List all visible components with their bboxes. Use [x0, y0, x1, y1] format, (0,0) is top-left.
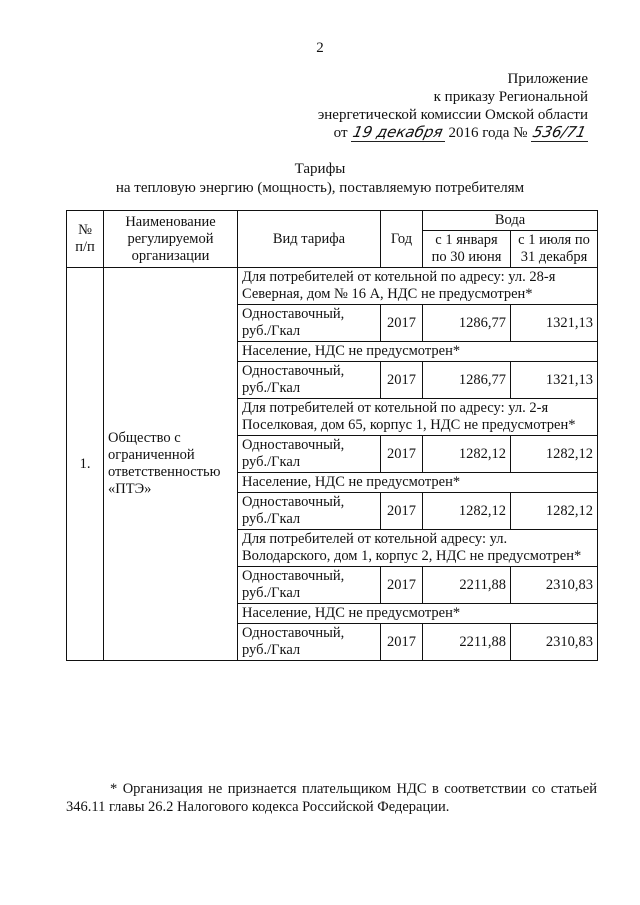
tariff-value-h1: 1282,12 — [423, 493, 511, 530]
date-prefix: от — [333, 125, 348, 141]
tariff-type: Одноставочный, руб./Гкал — [238, 567, 381, 604]
handwritten-date: 19 декабря — [351, 123, 445, 141]
header-period-2: с 1 июля по 31 декабря — [511, 231, 598, 268]
header-period-1: с 1 января по 30 июня — [423, 231, 511, 268]
header-year: Год — [381, 211, 423, 268]
table-row — [67, 268, 598, 305]
footnote: * Организация не признается плательщиком НДС в соответствии со статьей 346.11 главы 26.2 Налогового кодекса Российской Федерации. — [66, 781, 597, 815]
tariff-value-h2: 2310,83 — [511, 567, 598, 604]
appendix-header — [318, 70, 588, 142]
appendix-line-3: энергетической комиссии Омской области — [317, 107, 588, 123]
tariff-value-h2: 1282,12 — [511, 493, 598, 530]
tariff-table — [66, 210, 598, 661]
tariff-type: Одноставочный, руб./Гкал — [238, 493, 381, 530]
header-organization: Наименование регулируемой организации — [104, 211, 238, 268]
section-label: Население, НДС не предусмотрен* — [238, 473, 598, 493]
number-blank — [531, 125, 588, 142]
tariff-value-h1: 2211,88 — [423, 567, 511, 604]
tariff-value-h1: 1282,12 — [423, 436, 511, 473]
tariff-year: 2017 — [381, 493, 423, 530]
date-year: 2016 года — [448, 125, 510, 141]
section-label: Для потребителей от котельной по адресу: ул. 28-я Северная, дом № 16 А, НДС не предусмотрен* — [238, 268, 598, 305]
tariff-value-h2: 1321,13 — [511, 362, 598, 399]
tariff-year: 2017 — [381, 436, 423, 473]
tariff-year: 2017 — [381, 362, 423, 399]
header-water: Вода — [423, 211, 598, 231]
tariff-value-h1: 2211,88 — [423, 624, 511, 661]
section-label: Для потребителей от котельной по адресу: ул. 2-я Поселковая, дом 65, корпус 1, НДС не предусмотрен* — [238, 399, 598, 436]
page-number: 2 — [316, 40, 324, 56]
document-title — [0, 160, 640, 198]
appendix-line-1: Приложение — [507, 71, 588, 87]
section-label: Население, НДС не предусмотрен* — [238, 342, 598, 362]
tariff-year: 2017 — [381, 567, 423, 604]
tariff-value-h2: 1321,13 — [511, 305, 598, 342]
table-header-row — [67, 211, 598, 231]
tariff-type: Одноставочный, руб./Гкал — [238, 624, 381, 661]
tariff-year: 2017 — [381, 305, 423, 342]
section-label: Население, НДС не предусмотрен* — [238, 604, 598, 624]
handwritten-order-number: 536/71 — [531, 123, 589, 141]
tariff-value-h2: 2310,83 — [511, 624, 598, 661]
tariff-value-h1: 1286,77 — [423, 305, 511, 342]
title-line-1: Тарифы — [294, 161, 346, 177]
tariff-year: 2017 — [381, 624, 423, 661]
date-blank — [351, 125, 445, 142]
organization-name: Общество с ограниченной ответственностью «ПТЭ» — [104, 268, 238, 661]
order-date-line — [318, 124, 588, 142]
tariff-type: Одноставочный, руб./Гкал — [238, 362, 381, 399]
appendix-line-2: к приказу Региональной — [433, 89, 588, 105]
title-line-2: на тепловую энергию (мощность), поставляемую потребителям — [115, 180, 525, 196]
tariff-value-h2: 1282,12 — [511, 436, 598, 473]
row-number: 1. — [67, 268, 104, 661]
header-number: № п/п — [67, 211, 104, 268]
tariff-type: Одноставочный, руб./Гкал — [238, 436, 381, 473]
tariff-value-h1: 1286,77 — [423, 362, 511, 399]
number-sign: № — [513, 125, 528, 141]
tariff-type: Одноставочный, руб./Гкал — [238, 305, 381, 342]
section-label: Для потребителей от котельной адресу: ул. Володарского, дом 1, корпус 2, НДС не предусмотрен* — [238, 530, 598, 567]
header-tariff-type: Вид тарифа — [238, 211, 381, 268]
